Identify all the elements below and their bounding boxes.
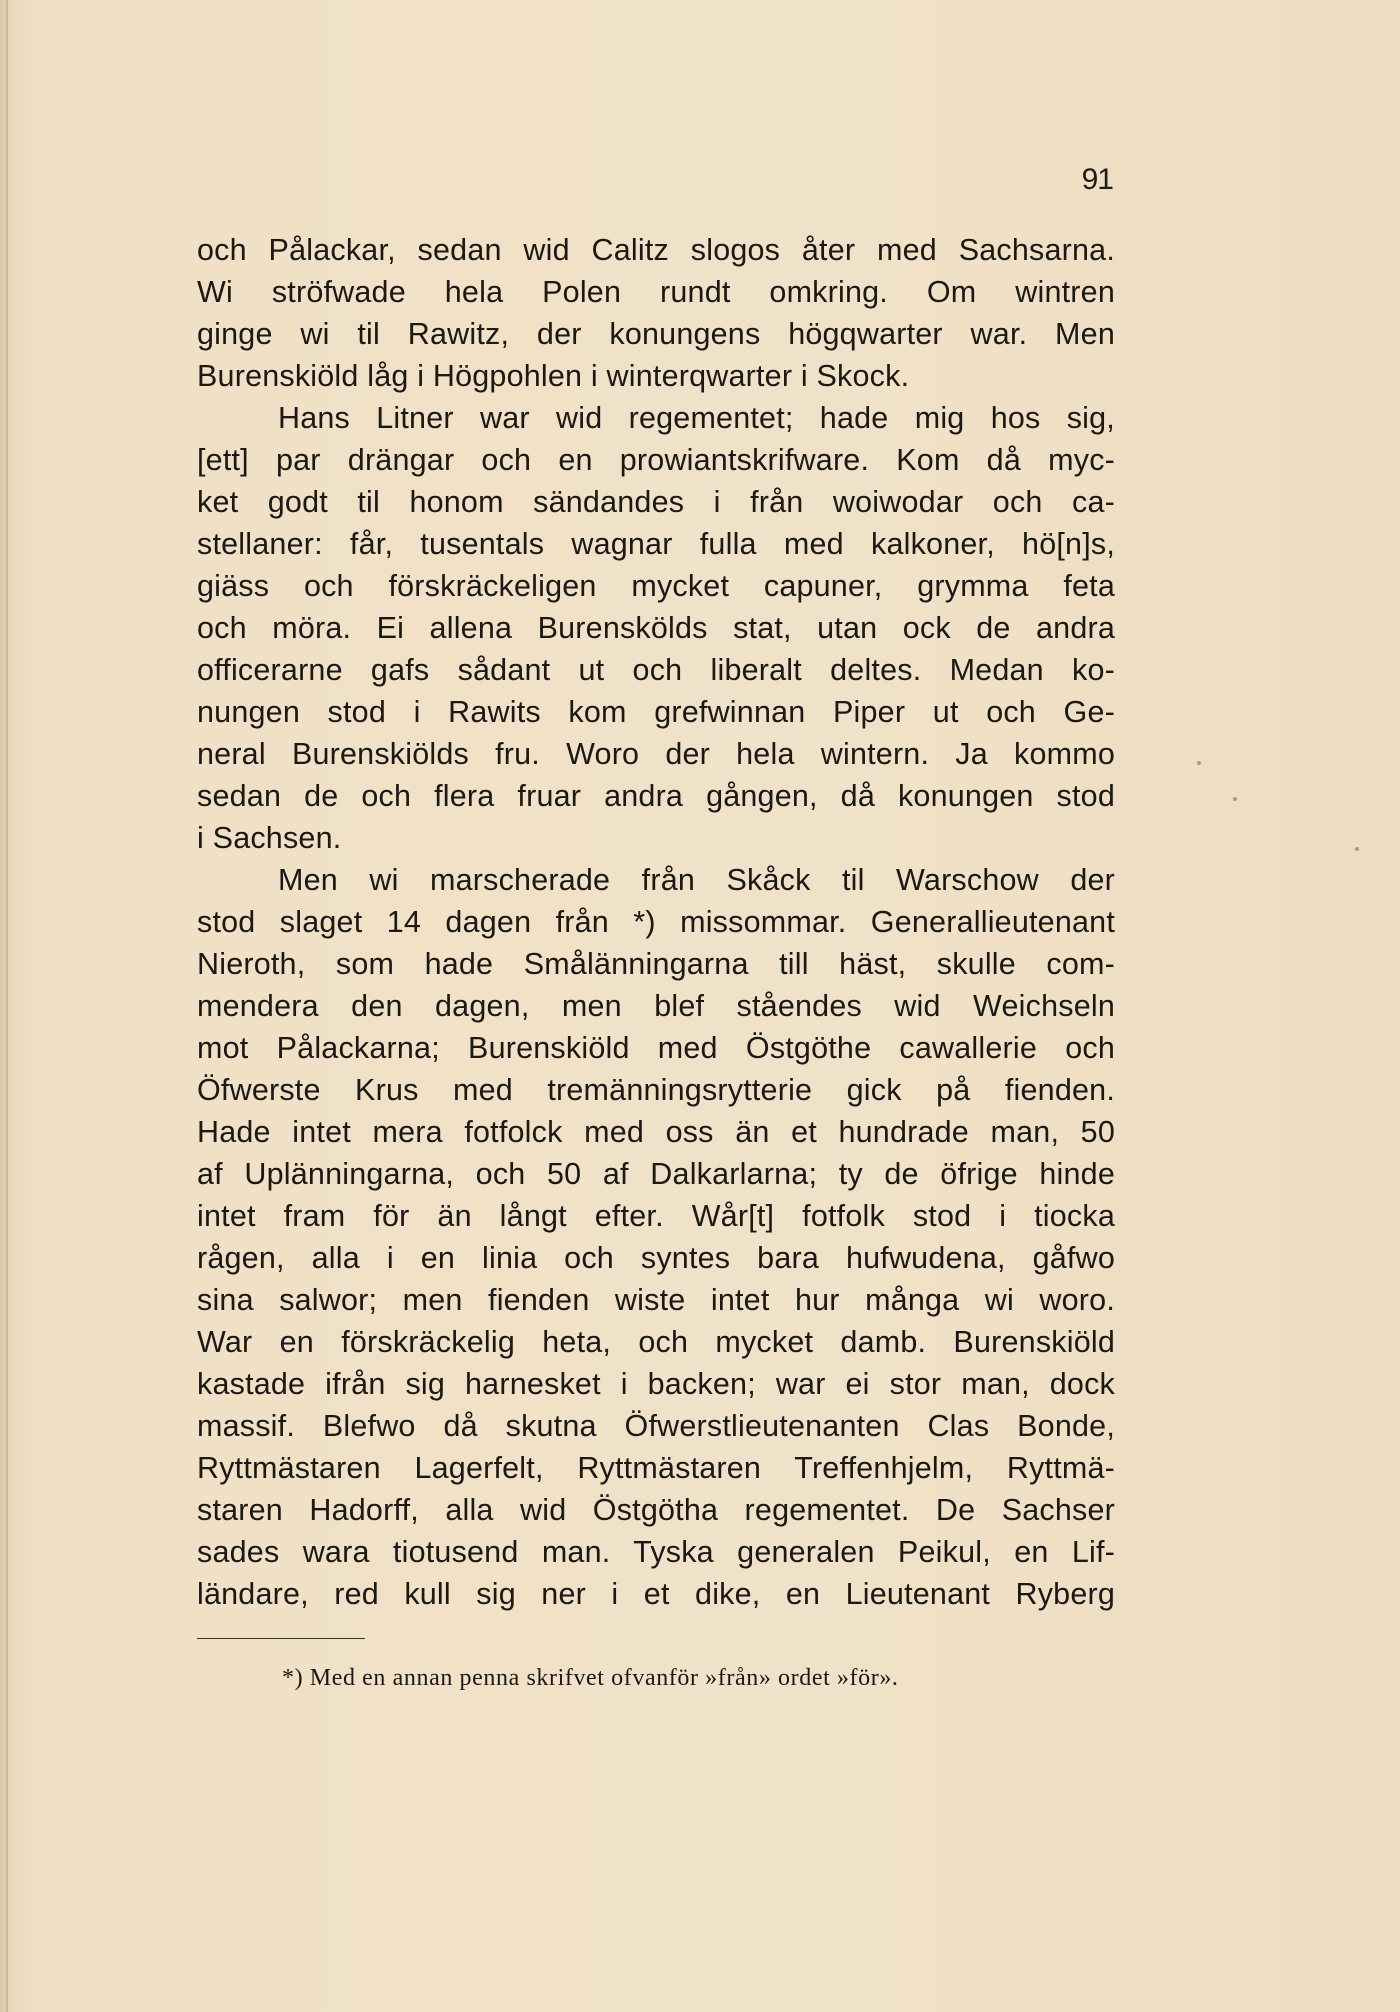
text-line: mot Pålackarna; Burenskiöld med Östgöthe cawallerie och [197,1031,1115,1065]
text-line: officerarne gafs sådant ut och liberalt deltes. Medan ko- [197,653,1115,687]
text-line: Öfwerste Krus med tremänningsrytterie gick på fienden. [197,1073,1115,1107]
text-line: Men wi marscherade från Skåck til Warschow der [278,863,1115,897]
text-line: Nieroth, som hade Smålänningarna till häst, skulle com- [197,947,1115,981]
text-line: sina salwor; men fienden wiste intet hur många wi woro. [197,1283,1115,1317]
paper-speck [1355,847,1359,851]
text-line: rågen, alla i en linia och syntes bara hufwudena, gåfwo [197,1241,1115,1275]
text-line: af Uplänningarna, och 50 af Dalkarlarna; ty de öfrige hinde [197,1157,1115,1191]
paper-speck [1197,761,1201,765]
text-line: ket godt til honom sändandes i från woiwodar och ca- [197,485,1115,519]
text-line: sedan de och flera fruar andra gången, då konungen stod [197,779,1115,813]
text-line: sades wara tiotusend man. Tyska generalen Peikul, en Lif- [197,1535,1115,1569]
text-line: staren Hadorff, alla wid Östgötha regementet. De Sachser [197,1493,1115,1527]
text-line: [ett] par drängar och en prowiantskrifware. Kom då myc- [197,443,1115,477]
text-line: Hade intet mera fotfolck med oss än et hundrade man, 50 [197,1115,1115,1149]
page-spine-edge [6,0,8,2012]
text-line: stod slaget 14 dagen från *) missommar. Generallieutenant [197,905,1115,939]
text-line: nungen stod i Rawits kom grefwinnan Piper ut och Ge- [197,695,1115,729]
text-line: War en förskräckelig heta, och mycket damb. Burenskiöld [197,1325,1115,1359]
paper-speck [1233,797,1237,801]
text-line: Burenskiöld låg i Högpohlen i winterqwarter i Skock. [197,359,910,393]
text-line: Hans Litner war wid regementet; hade mig hos sig, [278,401,1115,435]
text-line: i Sachsen. [197,821,342,855]
page-number: 91 [1081,163,1113,196]
text-line: ländare, red kull sig ner i et dike, en Lieutenant Ryberg [197,1577,1115,1611]
text-line: stellaner: får, tusentals wagnar fulla med kalkoner, hö[n]s, [197,527,1115,561]
footnote: *) Med en annan penna skrifvet ofvanför »från» ordet »för». [282,1665,899,1691]
text-line: neral Burenskiölds fru. Woro der hela wintern. Ja kommo [197,737,1115,771]
text-line: Wi ströfwade hela Polen rundt omkring. Om wintren [197,275,1115,309]
text-line: kastade ifrån sig harnesket i backen; war ei stor man, dock [197,1367,1115,1401]
footnote-rule [197,1638,365,1639]
text-line: och Pålackar, sedan wid Calitz slogos åter med Sachsarna. [197,233,1115,267]
body-text [197,229,1115,1615]
text-line: massif. Blefwo då skutna Öfwerstlieutenanten Clas Bonde, [197,1409,1115,1443]
text-line: ginge wi til Rawitz, der konungens högqwarter war. Men [197,317,1115,351]
text-line: mendera den dagen, men blef ståendes wid Weichseln [197,989,1115,1023]
text-line: Ryttmästaren Lagerfelt, Ryttmästaren Treffenhjelm, Ryttmä- [197,1451,1115,1485]
text-line: giäss och förskräckeligen mycket capuner, grymma feta [197,569,1115,603]
text-line: och möra. Ei allena Burenskölds stat, utan ock de andra [197,611,1115,645]
text-line: intet fram för än långt efter. Wår[t] fotfolk stod i tiocka [197,1199,1115,1233]
